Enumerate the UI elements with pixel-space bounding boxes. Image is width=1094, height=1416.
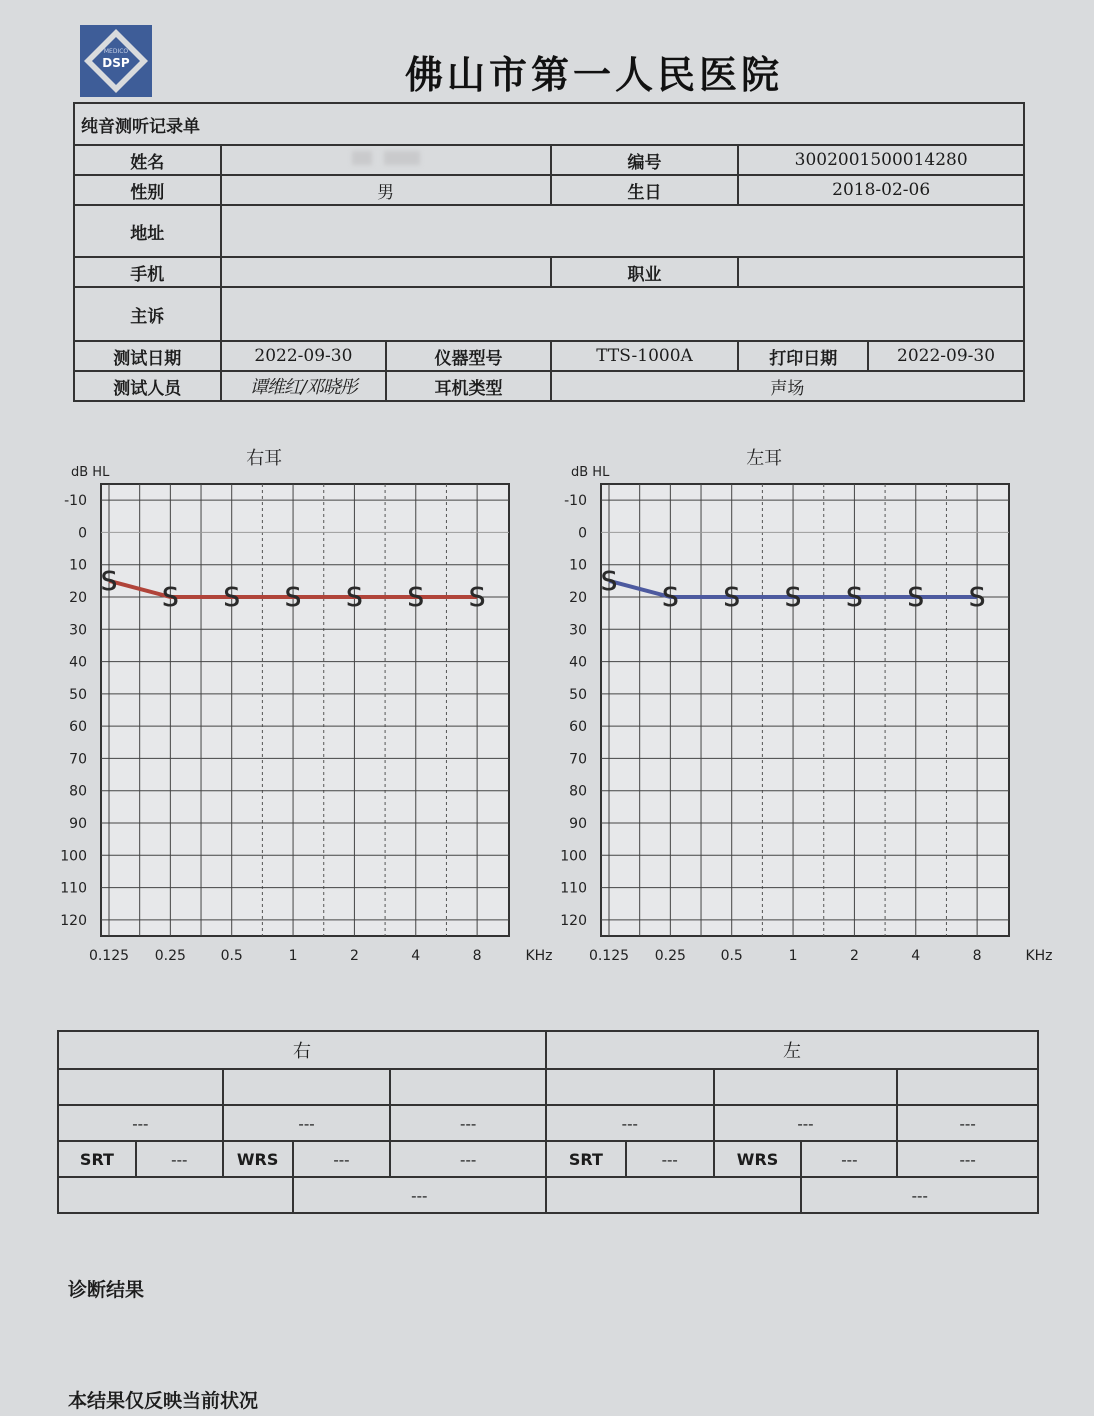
y-tick-label: 40 [569,654,587,671]
right-speech-title: 右 [58,1031,546,1069]
left-ear-audiogram [555,440,1055,970]
y-tick-label: -10 [564,493,587,510]
speech-cell [714,1069,898,1105]
name-value [221,145,551,175]
plot-area [101,484,509,936]
y-tick-label: 100 [60,848,87,865]
y-tick-label: 110 [60,880,87,897]
hospital-name: 佛山市第一人民医院 [405,53,784,97]
threshold-marker: S [907,583,925,613]
speech-dash: --- [390,1105,546,1141]
device-value: TTS-1000A [551,341,739,371]
speech-dash: --- [223,1105,391,1141]
y-tick-label: 40 [69,654,87,671]
threshold-marker: S [784,583,802,613]
print-date-label: 打印日期 [738,341,868,371]
left-srt-value: --- [626,1141,714,1177]
patient-info-table [73,102,1025,402]
y-tick-label: 0 [78,525,87,542]
left-extra-value: --- [897,1141,1038,1177]
threshold-marker: S [662,583,679,613]
speech-cell [897,1069,1038,1105]
speech-dash: --- [897,1105,1038,1141]
x-tick-label: 1 [288,948,298,964]
threshold-marker: S [346,583,363,613]
speech-cell [223,1069,391,1105]
x-tick-label: 0.5 [720,948,743,964]
tester-signature: 谭维红/邓晓彤 [221,371,387,401]
threshold-marker: S [600,566,618,597]
test-date-value: 2022-09-30 [221,341,387,371]
left-wrs-value: --- [801,1141,897,1177]
y-tick-label: 70 [69,751,87,768]
right-srt-value: --- [136,1141,223,1177]
speech-dash: --- [801,1177,1038,1213]
y-tick-label: 20 [569,590,587,606]
y-tick-label: 20 [69,590,87,606]
threshold-marker: S [468,583,486,613]
redacted-block [384,151,420,165]
sex-value: 男 [221,175,551,205]
complaint-label: 主诉 [74,287,221,341]
speech-cell [58,1069,223,1105]
print-date-value: 2022-09-30 [868,341,1024,371]
y-tick-label: 60 [69,719,87,736]
threshold-marker: S [162,583,179,613]
x-tick-label: 0.125 [588,948,630,964]
right-ear-audiogram [55,440,555,970]
phone-value [221,257,551,287]
disclaimer-note: 本结果仅反映当前状况 [68,1390,259,1412]
x-tick-label: 4 [911,948,921,964]
y-tick-label: 60 [569,719,587,736]
logo-text: DSP [102,56,130,70]
y-tick-label: 10 [69,557,87,574]
x-tick-label: 2 [849,948,859,964]
headphone-value: 声场 [551,371,1024,401]
y-tick-label: 120 [60,912,87,929]
threshold-marker: S [223,583,240,613]
complaint-value [221,287,1024,341]
y-tick-label: 90 [69,816,87,832]
x-tick-label: 0.25 [154,948,186,964]
x-tick-label: 0.125 [88,948,130,964]
x-tick-label: 2 [349,948,359,964]
y-tick-label: 110 [560,880,587,897]
threshold-marker: S [723,583,740,613]
y-tick-label: 10 [569,557,587,574]
y-tick-label: 50 [69,686,87,703]
speech-dash: --- [714,1105,898,1141]
logo-small-text: MEDICO [103,48,129,55]
right-wrs-value: --- [293,1141,391,1177]
y-tick-label: 80 [569,783,587,800]
birthday-label: 生日 [551,175,739,205]
y-tick-label: -10 [64,493,87,510]
birthday-value: 2018-02-06 [738,175,1024,205]
x-tick-label: 0.25 [654,948,686,964]
y-tick-label: 30 [569,622,587,639]
plot-area [601,484,1009,936]
chart-title: 右耳 [246,448,283,469]
redacted-block [352,151,372,165]
right-wrs-label: WRS [223,1141,293,1177]
y-tick-label: 80 [69,783,87,800]
left-srt-label: SRT [546,1141,626,1177]
y-tick-label: 70 [569,751,587,768]
name-label: 姓名 [74,145,221,175]
x-axis-label: KHz [525,948,553,964]
speech-cell [58,1177,293,1213]
x-tick-label: 8 [972,948,982,964]
x-tick-label: 4 [411,948,421,964]
right-extra-value: --- [390,1141,546,1177]
y-tick-label: 50 [569,686,587,703]
x-tick-label: 8 [472,948,482,964]
y-tick-label: 120 [560,912,587,929]
speech-dash: --- [293,1177,546,1213]
y-tick-label: 90 [569,816,587,832]
y-axis-label: dB HL [71,465,110,480]
right-srt-label: SRT [58,1141,136,1177]
address-label: 地址 [74,205,221,257]
occupation-label: 职业 [551,257,739,287]
left-speech-title: 左 [546,1031,1038,1069]
sex-label: 性别 [74,175,221,205]
y-axis-label: dB HL [571,465,610,480]
speech-dash: --- [58,1105,223,1141]
speech-audiometry-table [57,1030,1039,1214]
form-title: 纯音测听记录单 [74,103,1024,145]
y-tick-label: 0 [578,525,587,542]
tester-label: 测试人员 [74,371,221,401]
number-value: 3002001500014280 [738,145,1024,175]
speech-cell [390,1069,546,1105]
chart-title: 左耳 [746,448,783,469]
x-tick-label: 1 [788,948,798,964]
test-date-label: 测试日期 [74,341,221,371]
speech-cell [546,1177,802,1213]
threshold-marker: S [284,583,302,613]
y-tick-label: 30 [69,622,87,639]
phone-label: 手机 [74,257,221,287]
x-axis-label: KHz [1025,948,1053,964]
occupation-value [738,257,1024,287]
hospital-logo [80,25,152,97]
x-tick-label: 0.5 [220,948,243,964]
device-label: 仪器型号 [386,341,551,371]
speech-cell [546,1069,714,1105]
headphone-label: 耳机类型 [386,371,551,401]
threshold-marker: S [100,566,118,597]
address-value [221,205,1024,257]
threshold-marker: S [968,583,986,613]
threshold-marker: S [846,583,863,613]
diagnosis-label: 诊断结果 [68,1279,145,1301]
threshold-marker: S [407,583,425,613]
speech-dash: --- [546,1105,714,1141]
y-tick-label: 100 [560,848,587,865]
number-label: 编号 [551,145,739,175]
left-wrs-label: WRS [714,1141,802,1177]
